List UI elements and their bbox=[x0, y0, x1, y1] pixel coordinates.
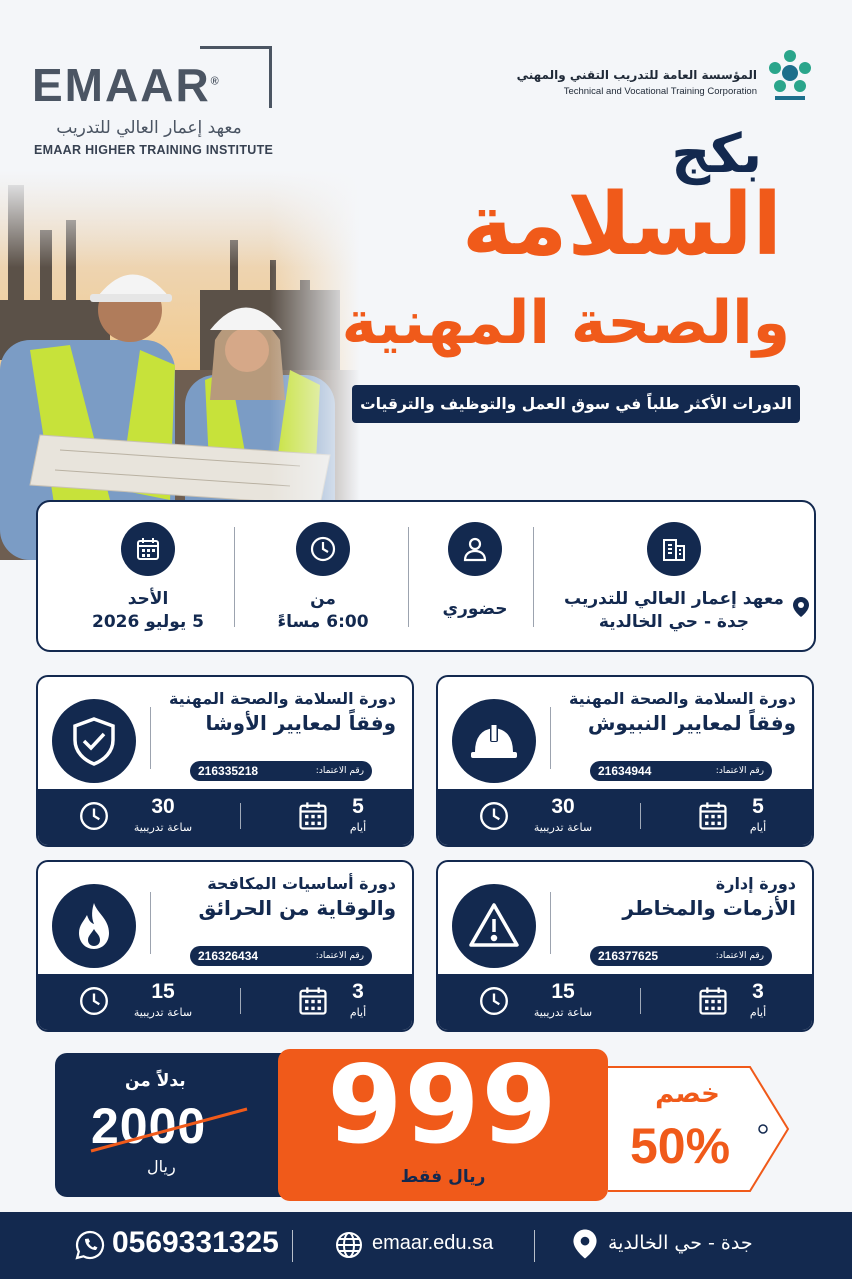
discount-tag bbox=[600, 1065, 790, 1193]
calendar-icon bbox=[296, 984, 330, 1022]
course-days-unit: أيام bbox=[349, 821, 367, 834]
old-price-panel bbox=[55, 1053, 305, 1197]
course-title-line2: والوقاية من الحرائق bbox=[198, 895, 396, 920]
headline-health: والصحة المهنية bbox=[341, 288, 790, 358]
accreditation-number: 216326434 bbox=[198, 949, 259, 963]
mode-text: حضوري bbox=[442, 599, 508, 619]
tvtc-logo-icon bbox=[765, 46, 815, 106]
course-title-line2: وفقاً لمعايير الأوشا bbox=[205, 710, 396, 735]
footer-bar bbox=[0, 1212, 852, 1279]
course-days: 5 bbox=[752, 795, 764, 818]
course-title-line1: دورة السلامة والصحة المهنية bbox=[168, 689, 396, 708]
course-hours-unit: ساعة تدريبية bbox=[133, 1006, 193, 1019]
accreditation-number: 216335218 bbox=[198, 764, 259, 778]
info-date bbox=[78, 502, 218, 650]
accreditation-label: رقم الاعتماد: bbox=[715, 766, 764, 776]
course-card-2 bbox=[36, 675, 414, 847]
map-pin-icon bbox=[572, 1228, 598, 1264]
date-line2: 5 يوليو 2026 bbox=[91, 611, 205, 632]
clock-icon bbox=[78, 985, 110, 1021]
partner-english-name: Technical and Vocational Training Corporation bbox=[563, 86, 757, 97]
course-hours: 15 bbox=[551, 980, 575, 1003]
headline-package: بكج bbox=[671, 122, 762, 185]
course-card-1 bbox=[436, 675, 814, 847]
course-stats bbox=[438, 974, 812, 1030]
accreditation-label: رقم الاعتماد: bbox=[315, 766, 364, 776]
shield-check-icon bbox=[52, 699, 136, 783]
clock-icon bbox=[296, 522, 350, 576]
time-line2: 6:00 مساءً bbox=[277, 611, 369, 632]
course-title-line1: دورة إدارة bbox=[715, 874, 796, 893]
accreditation-badge bbox=[590, 761, 772, 781]
discount-value: 50% bbox=[630, 1118, 731, 1174]
info-time bbox=[258, 502, 388, 650]
course-title-line1: دورة السلامة والصحة المهنية bbox=[568, 689, 796, 708]
course-hours-unit: ساعة تدريبية bbox=[133, 821, 193, 834]
old-price-currency: ريال bbox=[147, 1157, 176, 1176]
course-hours: 30 bbox=[551, 795, 575, 818]
location-line2: جدة - حي الخالدية bbox=[598, 611, 750, 632]
course-title-line2: الأزمات والمخاطر bbox=[622, 895, 796, 920]
instead-of-label: بدلاً من bbox=[125, 1071, 186, 1091]
accreditation-number: 21634944 bbox=[598, 764, 652, 778]
date-line1: الأحد bbox=[127, 589, 169, 609]
course-stats bbox=[438, 789, 812, 845]
course-title-line1: دورة أساسيات المكافحة bbox=[207, 874, 396, 893]
course-card-4 bbox=[36, 860, 414, 1032]
new-price: 999 bbox=[327, 1043, 559, 1168]
course-days-unit: أيام bbox=[349, 1006, 367, 1019]
footer-location: جدة - حي الخالدية bbox=[608, 1232, 753, 1254]
phone-link[interactable]: 0569331325 bbox=[112, 1226, 279, 1259]
location-line1: معهد إعمار العالي للتدريب bbox=[564, 589, 784, 609]
website-link[interactable]: emaar.edu.sa bbox=[372, 1232, 494, 1254]
building-icon bbox=[647, 522, 701, 576]
logo-arabic-name: معهد إعمار العالي للتدريب bbox=[56, 118, 242, 138]
clock-icon bbox=[78, 800, 110, 836]
fire-icon bbox=[52, 884, 136, 968]
info-panel bbox=[36, 500, 816, 652]
course-days-unit: أيام bbox=[749, 821, 767, 834]
user-icon bbox=[448, 522, 502, 576]
accreditation-label: رقم الاعتماد: bbox=[315, 951, 364, 961]
accreditation-badge bbox=[190, 946, 372, 966]
accreditation-badge bbox=[590, 946, 772, 966]
new-price-panel bbox=[278, 1043, 608, 1201]
course-days: 3 bbox=[352, 980, 364, 1003]
new-price-currency: ريال فقط bbox=[400, 1167, 486, 1187]
info-mode bbox=[420, 502, 530, 650]
course-title-line2: وفقاً لمعايير النبيوش bbox=[587, 710, 796, 735]
globe-icon bbox=[334, 1230, 364, 1264]
calendar-icon bbox=[121, 522, 175, 576]
info-location bbox=[554, 502, 794, 650]
old-price: 2000 bbox=[91, 1098, 207, 1154]
course-hours: 15 bbox=[151, 980, 175, 1003]
accreditation-badge bbox=[190, 761, 372, 781]
course-card-3 bbox=[436, 860, 814, 1032]
strikethrough-line bbox=[89, 1105, 249, 1155]
whatsapp-icon[interactable] bbox=[74, 1229, 106, 1265]
clock-icon bbox=[478, 985, 510, 1021]
course-hours-unit: ساعة تدريبية bbox=[533, 821, 593, 834]
partner-arabic-name: المؤسسة العامة للتدريب التقني والمهني bbox=[516, 68, 757, 82]
logo-english-name: EMAAR HIGHER TRAINING INSTITUTE bbox=[34, 143, 274, 157]
logo-wordmark: EMAAR® bbox=[32, 59, 221, 111]
course-stats bbox=[38, 974, 412, 1030]
course-days-unit: أيام bbox=[749, 1006, 767, 1019]
accreditation-number: 216377625 bbox=[598, 949, 659, 963]
course-hours: 30 bbox=[151, 795, 175, 818]
headline-safety: السلامة bbox=[462, 175, 782, 275]
course-hours-unit: ساعة تدريبية bbox=[533, 1006, 593, 1019]
course-days: 3 bbox=[752, 980, 764, 1003]
clock-icon bbox=[478, 800, 510, 836]
map-pin-icon bbox=[792, 596, 810, 625]
calendar-icon bbox=[696, 984, 730, 1022]
discount-label: خصم bbox=[655, 1079, 720, 1109]
warning-icon bbox=[452, 884, 536, 968]
hard-hat-icon bbox=[452, 699, 536, 783]
course-stats bbox=[38, 789, 412, 845]
course-days: 5 bbox=[352, 795, 364, 818]
calendar-icon bbox=[296, 799, 330, 837]
headline-subtitle: الدورات الأكثر طلباً في سوق العمل والتوظيف والترقيات bbox=[352, 385, 800, 423]
calendar-icon bbox=[696, 799, 730, 837]
accreditation-label: رقم الاعتماد: bbox=[715, 951, 764, 961]
time-line1: من bbox=[310, 589, 336, 609]
